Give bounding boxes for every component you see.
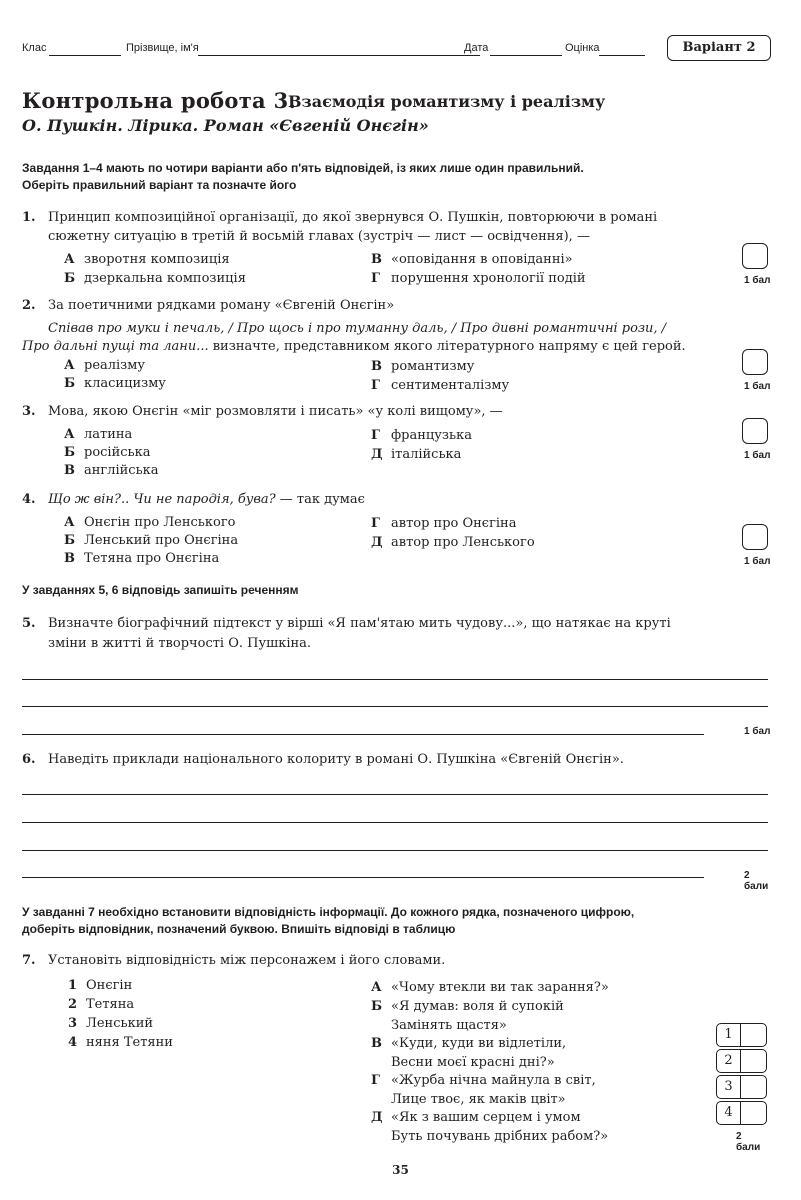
poem-quote: Співав про муки і печаль, / Про щось і про туманну даль, / Про дивні романтичні рози, / — [48, 321, 667, 336]
instructions-1-4: Завдання 1–4 мають по чотири варіанти або п'ять відповідей, із яких лише один правильний. Оберіть правильний варіант та позначте його — [22, 161, 584, 192]
option-e[interactable]: Д італійська — [371, 447, 462, 462]
quote-item-d: Г «Журба нічна майнула в світ, — [371, 1073, 596, 1088]
question-number: 7. — [22, 953, 36, 968]
question-number: 6. — [22, 752, 36, 767]
question-3 — [22, 402, 722, 422]
question-number: 1. — [22, 210, 36, 225]
answer-box-3[interactable] — [742, 418, 768, 444]
quote-item-b-cont: Замінять щастя» — [391, 1018, 507, 1033]
points-label: 2 бали — [744, 870, 769, 892]
test-subtitle: О. Пушкін. Лірика. Роман «Євгеній Онєгін» — [22, 116, 429, 135]
option-b[interactable]: Б Ленський про Онєгіна — [64, 533, 239, 548]
instructions-7: У завданні 7 необхідно встановити відповідність інформації. До кожного рядка, позначеного цифрою, доберіть відповідник, позначений буквою. Впишіть відповіді в таблицю — [22, 905, 635, 936]
answer-box-4[interactable] — [742, 524, 768, 550]
date-field[interactable] — [490, 55, 562, 56]
option-d[interactable]: Г автор про Онєгіна — [371, 516, 517, 531]
question-text: визначте, представником якого літературного напряму є цей герой. — [208, 339, 686, 354]
answer-line[interactable] — [22, 850, 768, 851]
option-c[interactable]: В романтизму — [371, 359, 475, 374]
points-label: 1 бал — [744, 381, 771, 392]
answer-table-row-3[interactable]: 3 — [716, 1075, 768, 1100]
answer-table-row-4[interactable]: 4 — [716, 1101, 768, 1126]
question-text: Визначте біографічний підтекст у вірші «Я пам'ятаю мить чудову...», що натякає на круті — [48, 616, 671, 631]
variant-badge: Варіант 2 — [667, 35, 771, 61]
question-number: 5. — [22, 616, 36, 631]
answer-line[interactable] — [22, 822, 768, 823]
question-number: 4. — [22, 492, 36, 507]
question-text: За поетичними рядками роману «Євгеній Онєгін» — [48, 298, 395, 313]
option-b[interactable]: Б класицизму — [64, 376, 166, 391]
question-text: Наведіть приклади національного колориту в романі О. Пушкіна «Євгеній Онєгін». — [48, 752, 624, 767]
option-a[interactable]: А реалізму — [64, 358, 146, 373]
question-text: зміни в житті й творчості О. Пушкіна. — [48, 636, 312, 651]
option-c[interactable]: В англійська — [64, 463, 159, 478]
question-text: сюжетну ситуацію в третій й восьмій главах (зустріч — лист — освідчення), — — [48, 229, 590, 244]
name-field[interactable] — [198, 55, 480, 56]
answer-box-2[interactable] — [742, 349, 768, 375]
option-a[interactable]: А зворотня композиція — [64, 252, 230, 267]
option-b[interactable]: Б дзеркальна композиція — [64, 271, 246, 286]
question-6 — [22, 750, 742, 770]
option-a[interactable]: А латина — [64, 427, 133, 442]
class-field[interactable] — [49, 55, 121, 56]
points-label: 1 бал — [744, 556, 771, 567]
answer-box-1[interactable] — [742, 243, 768, 269]
question-4 — [22, 490, 722, 510]
character-item: 1 Онєгін — [68, 978, 133, 993]
option-a[interactable]: А Онєгін про Ленського — [64, 515, 236, 530]
quote-item-d-cont: Лице твоє, як маків цвіт» — [391, 1092, 566, 1107]
question-number: 2. — [22, 298, 36, 313]
option-d[interactable]: Г порушення хронології подій — [371, 271, 586, 286]
points-label: 1 бал — [744, 450, 771, 461]
answer-cell[interactable] — [740, 1023, 767, 1047]
class-label: Клас — [22, 42, 47, 54]
quote-item-e: Д «Як з вашим серцем і умом — [371, 1110, 581, 1125]
answer-cell[interactable] — [740, 1049, 767, 1073]
quote-item-c-cont: Весни моєї красні дні?» — [391, 1055, 555, 1070]
question-5 — [22, 614, 742, 654]
answer-line[interactable] — [22, 877, 704, 878]
points-label: 1 бал — [744, 726, 771, 737]
test-topic: Взаємодія романтизму і реалізму — [288, 92, 606, 111]
option-c[interactable]: В «оповідання в оповіданні» — [371, 252, 573, 267]
points-label: 1 бал — [744, 275, 771, 286]
question-text: Принцип композиційної організації, до якої звернувся О. Пушкін, повторюючи в романі — [48, 210, 658, 225]
date-label: Дата — [464, 42, 489, 54]
question-7 — [22, 951, 742, 971]
option-b[interactable]: Б російська — [64, 445, 151, 460]
character-item: 3 Ленський — [68, 1016, 154, 1031]
question-text: — так думає — [275, 492, 365, 507]
option-d[interactable]: Г французька — [371, 428, 472, 443]
question-1 — [22, 208, 722, 248]
answer-line[interactable] — [22, 679, 768, 680]
poem-quote: Про дальні пущі та лани... — [22, 339, 209, 354]
answer-line[interactable] — [22, 734, 704, 735]
quote-text: Що ж він?.. Чи не пародія, бува? — [48, 492, 276, 507]
question-text: Мова, якою Онєгін «міг розмовляти і писать» «у колі вищому», — — [48, 404, 503, 419]
page-number: 35 — [392, 1163, 409, 1177]
grade-label: Оцінка — [565, 42, 600, 54]
question-text: Установіть відповідність між персонажем і його словами. — [48, 953, 446, 968]
name-label: Прізвище, ім'я — [126, 42, 199, 54]
character-item: 2 Тетяна — [68, 997, 135, 1012]
option-c[interactable]: В Тетяна про Онєгіна — [64, 551, 220, 566]
student-info-header — [22, 42, 662, 58]
quote-item-e-cont: Буть почувань дрібних рабом?» — [391, 1129, 609, 1144]
quote-item-c: В «Куди, куди ви відлетіли, — [371, 1036, 567, 1051]
answer-table-row-2[interactable]: 2 — [716, 1049, 768, 1074]
answer-line[interactable] — [22, 794, 768, 795]
question-2 — [22, 296, 742, 356]
answer-line[interactable] — [22, 706, 768, 707]
option-d[interactable]: Г сентименталізму — [371, 378, 510, 393]
answer-table-row-1[interactable]: 1 — [716, 1023, 768, 1048]
question-number: 3. — [22, 404, 36, 419]
instructions-5-6: У завданнях 5, 6 відповідь запишіть реченням — [22, 583, 299, 597]
grade-field[interactable] — [599, 55, 645, 56]
points-label: 2 бали — [736, 1131, 761, 1153]
quote-item-a: А «Чому втекли ви так зарання?» — [371, 980, 609, 995]
answer-cell[interactable] — [740, 1101, 767, 1125]
character-item: 4 няня Тетяни — [68, 1035, 173, 1050]
option-e[interactable]: Д автор про Ленського — [371, 535, 535, 550]
quote-item-b: Б «Я думав: воля й супокій — [371, 999, 564, 1014]
test-title: Контрольна робота 3. — [22, 88, 297, 113]
answer-cell[interactable] — [740, 1075, 767, 1099]
